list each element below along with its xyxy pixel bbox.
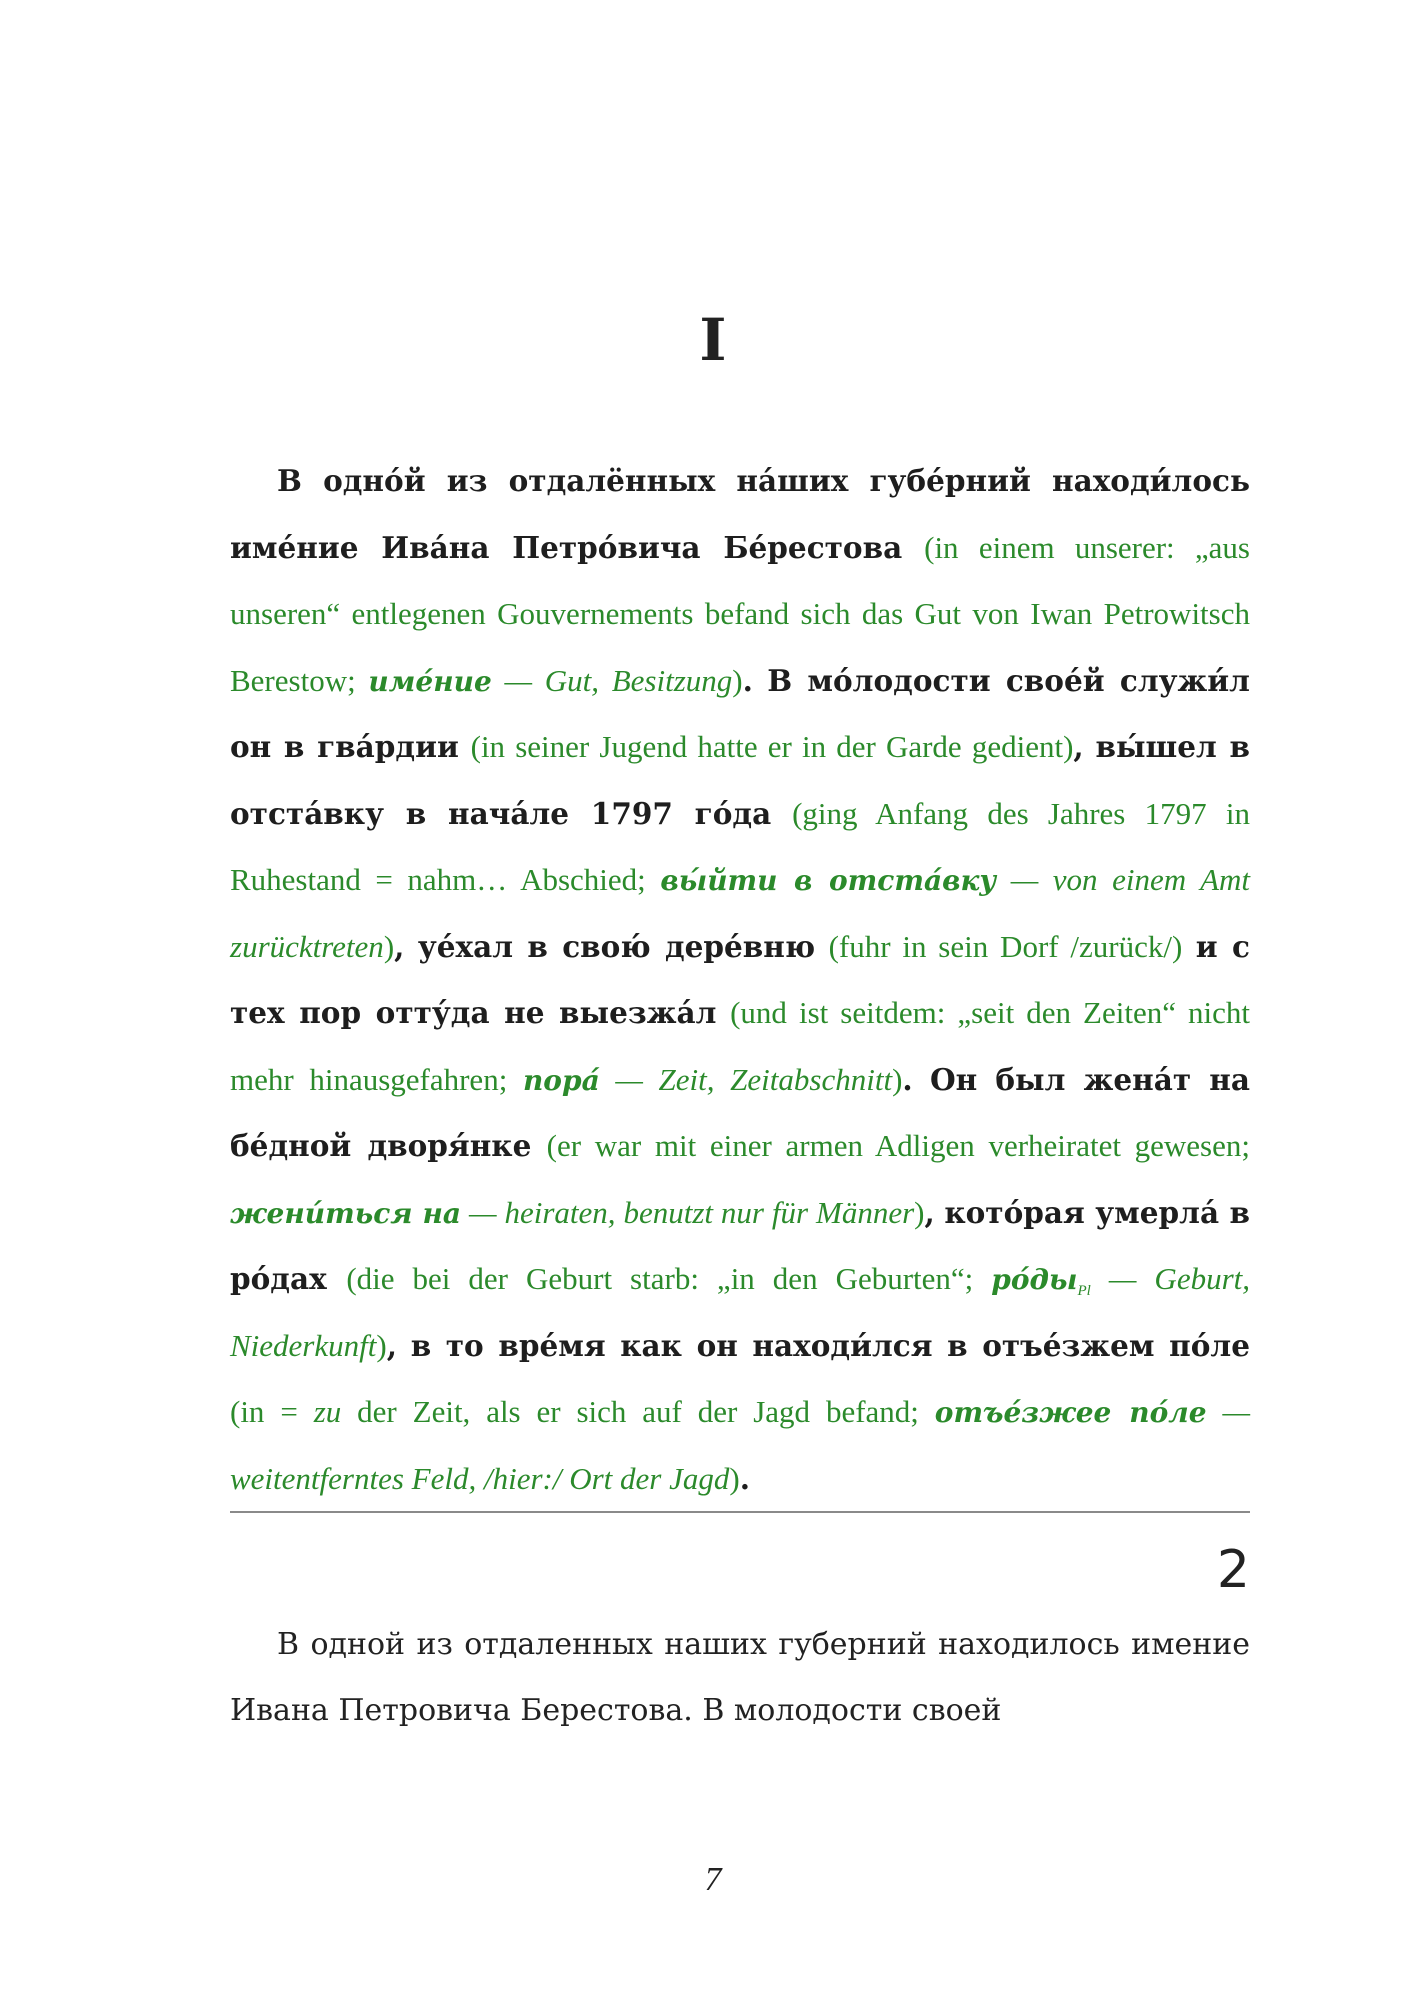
annotated-passage xyxy=(230,448,1250,1512)
translation-text: (und ist seitdem: „seit den Zeiten“ nicht mehr hinausgefahren; xyxy=(230,995,1250,1097)
gloss-term: име́ние xyxy=(368,664,492,698)
gloss-definition: — heiraten, benutzt nur für Männer xyxy=(461,1194,915,1230)
russian-text: в то вре́мя как он находи́лся в отъе́зжем по́ле xyxy=(410,1327,1250,1363)
punctuation: , xyxy=(386,1327,397,1363)
paren-close: ) xyxy=(376,1327,387,1363)
punctuation: . xyxy=(742,662,753,698)
chapter-number: I xyxy=(699,306,727,374)
gloss-term: вы́йти в отста́вку xyxy=(660,864,997,897)
translation-text: (die bei der Geburt starb: „in den Geburten“; xyxy=(346,1261,992,1296)
paren-close: ) xyxy=(892,1061,903,1097)
paren-close: ) xyxy=(383,928,395,964)
punctuation: . xyxy=(902,1061,913,1097)
russian-text: уе́хал в свою́ дере́вню xyxy=(417,928,816,964)
translation-text: (er war mit einer armen Adligen verheiratet gewesen; xyxy=(546,1128,1250,1163)
gloss-definition: — Geburt, Niederkunft xyxy=(230,1261,1251,1363)
translation-text: der Zeit, als er sich auf der Jagd befand; xyxy=(341,1394,935,1429)
plural-marker: Pl xyxy=(1077,1283,1091,1299)
gloss-definition: — Zeit, Zeitabschnitt xyxy=(599,1061,893,1097)
punctuation: , xyxy=(924,1194,935,1230)
gloss-definition: — Gut, Besitzung xyxy=(491,662,733,698)
gloss-definition: — von einem Amt zurücktreten xyxy=(230,862,1250,964)
german-translation: (fuhr in sein Dorf /zurück/) xyxy=(828,928,1183,964)
translation-text: (in = xyxy=(230,1394,314,1429)
punctuation: . xyxy=(739,1460,750,1496)
page-number: 7 xyxy=(704,1861,722,1898)
paren-close: ) xyxy=(914,1194,925,1230)
punctuation: , xyxy=(1073,729,1084,764)
translation-emphasis: zu xyxy=(313,1394,342,1429)
gloss-term: отъе́зжее по́ле xyxy=(934,1396,1207,1429)
paren-close: ) xyxy=(729,1460,740,1496)
german-translation: (in seiner Jugend hatte er in der Garde gedient) xyxy=(470,729,1074,764)
russian-text: Он был жена́т на бе́дной дворя́нке xyxy=(230,1061,1250,1163)
translation-text: (in einem unserer: „aus unseren“ entlegenen Gouvernements befand sich das Gut von Iwan Petrowitsch Berestow; xyxy=(230,529,1250,698)
gloss-term: жени́ться на xyxy=(230,1196,462,1230)
section-number: 2 xyxy=(1216,1540,1250,1600)
russian-text: В одно́й из отдалённых на́ших губе́рний находи́лось име́ние Ива́на Петро́вича Бе́рестова xyxy=(230,463,1250,565)
punctuation: , xyxy=(394,928,405,964)
plain-russian-text: В одной из отдаленных наших губерний находилось имение Ивана Петровича Берестова. В молодости своей xyxy=(230,1627,1250,1728)
paren-close: ) xyxy=(732,662,743,698)
gloss-term: пора́ xyxy=(522,1063,600,1097)
russian-text: вы́шел в отста́вку в нача́ле 1797 го́да xyxy=(230,729,1250,831)
gloss-definition: — weitentferntes Feld, /hier:/ Ort der Jagd xyxy=(230,1394,1251,1496)
russian-text: и с тех пор отту́да не выезжа́л xyxy=(230,928,1250,1030)
russian-text: В мо́лодости свое́й служи́л он в гва́рдии xyxy=(230,662,1250,764)
translation-text: (ging Anfang des Jahres 1797 in Ruhestand = nahm… Abschied; xyxy=(230,795,1250,897)
russian-text: кото́рая умерла́ в ро́дах xyxy=(230,1194,1250,1296)
gloss-term: ро́ды xyxy=(991,1263,1078,1296)
section-divider xyxy=(230,1511,1250,1513)
